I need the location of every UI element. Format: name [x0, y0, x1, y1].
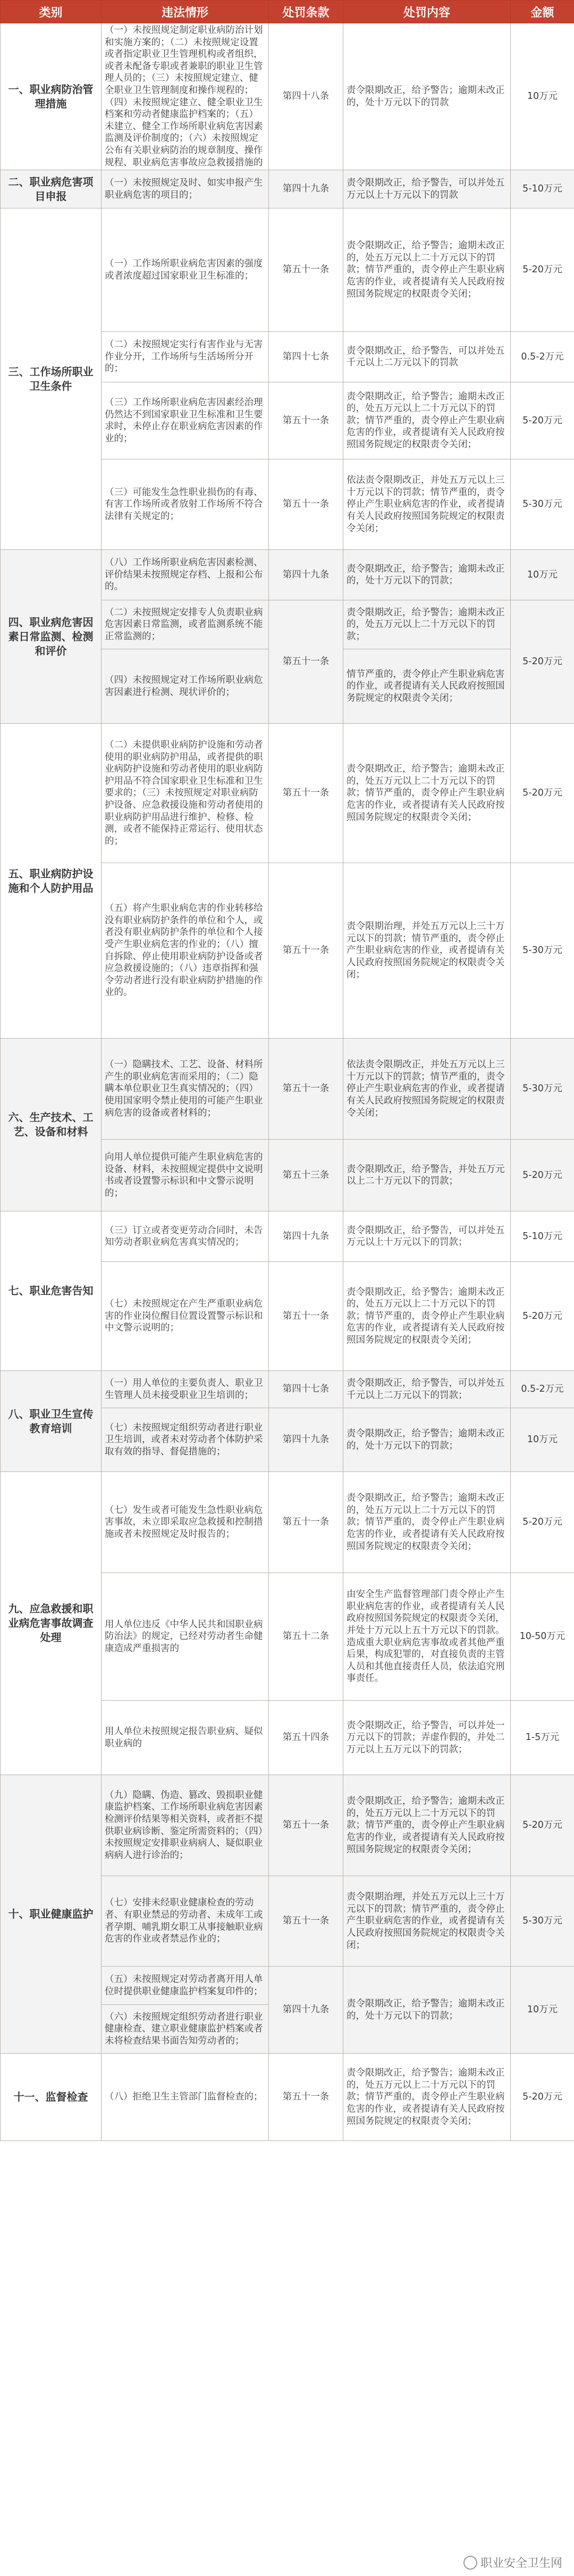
amount-cell: 5-10万元	[511, 1211, 574, 1262]
table-row	[1, 724, 574, 863]
table-row	[1, 1775, 574, 1876]
category-cell: 七、职业危害告知	[1, 1211, 102, 1371]
content-cell: 责令限期改正，给予警告；逾期未改正的，处五万元以上二十万元以下的罚款；情节严重的，责令停止产生职业病危害的作业，或者提请有关人民政府按照国务院规定的权限责令关闭；	[343, 724, 511, 863]
amount-cell: 5-20万元	[511, 2054, 574, 2141]
article-cell: 第五十一条	[269, 208, 343, 332]
violation-cell: （五）将产生职业病危害的作业转移给没有职业病防护条件的单位和个人，或者没有职业病防护条件的单位和个人接受产生职业病危害的作业的；（八）擅自拆除、停止使用职业病防护设备或者应急救援设施的；（八）违章指挥和强令劳动者进行没有职业病防护措施的作业的。	[102, 863, 269, 1039]
content-cell: 责令限期改正，给予警告；逾期未改正的，处五万元以上二十万元以下的罚款；情节严重的，责令停止产生职业病危害的作业，或者提请有关人民政府按照国务院规定的权限责令关闭；	[343, 208, 511, 332]
content-cell: 责令限期治理，并处五万元以上三十万元以下的罚款；情节严重的，责令停止产生职业病危害的作业，或者提请有关人民政府按照国务院规定的权限责令关闭；	[343, 1876, 511, 1967]
article-cell: 第五十一条	[269, 1039, 343, 1140]
violation-cell: （三）可能发生急性职业损伤的有毒、有害工作场所或者放射工作场所不符合法律有关规定的；	[102, 459, 269, 550]
logo-icon	[463, 2556, 477, 2570]
amount-cell: 5-20万元	[511, 208, 574, 332]
category-cell: 九、应急救援和职业病危害事故调查处理	[1, 1472, 102, 1775]
article-cell: 第五十一条	[269, 1775, 343, 1876]
article-cell: 第五十一条	[269, 863, 343, 1039]
content-cell: 责令限期改正，给予警告；逾期未改正的，处五万元以上二十万元以下的罚款；情节严重的，责令停止产生职业病危害的作业，或者提请有关人民政府按照国务院规定的权限责令关闭；	[343, 1775, 511, 1876]
article-cell: 第四十九条	[269, 1408, 343, 1472]
violation-cell: （三）工作场所职业病危害因素经治理仍然达不到国家职业卫生标准和卫生要求时，未停止存在职业病危害因素的作业的；	[102, 382, 269, 459]
header-category: 类别	[1, 1, 102, 23]
category-cell: 三、工作场所职业卫生条件	[1, 208, 102, 550]
category-cell: 二、职业病危害项目申报	[1, 170, 102, 208]
article-cell: 第五十一条	[269, 459, 343, 550]
violation-cell: （四）未按照规定对工作场所职业病危害因素进行检测、现状评价的；	[102, 649, 269, 724]
header-article: 处罚条款	[269, 1, 343, 23]
watermark	[459, 2553, 567, 2572]
article-cell: 第五十一条	[269, 2054, 343, 2141]
violation-cell: 用人单位未按照规定报告职业病、疑似职业病的	[102, 1701, 269, 1775]
content-cell: 依法责令限期改正，并处五万元以上三十万元以下的罚款；情节严重的，责令停止产生职业病危害的作业，或者提请有关人民政府按照国务院规定的权限责令关闭；	[343, 459, 511, 550]
amount-cell: 5-30万元	[511, 459, 574, 550]
article-cell: 第四十七条	[269, 332, 343, 382]
content-cell: 由安全生产监督管理部门责令停止产生职业病危害的作业，或者提请有关人民政府按照国务院规定的权限责令关闭，并处十万元以上五十万元以下的罚款。造成重大职业病危害事故或者其他严重后果，构成犯罪的，对直接负责的主管人员和其他直接责任人员，依法追究刑事责任。	[343, 1573, 511, 1701]
amount-cell: 10万元	[511, 23, 574, 170]
content-cell: 责令限期改正，给予警告；逾期未改正的，处五万元以上二十万元以下的罚款；情节严重的，责令停止产生职业病危害的作业，或者提请有关人民政府按照国务院规定的权限责令关闭；	[343, 1472, 511, 1573]
article-cell: 第四十九条	[269, 550, 343, 600]
violation-cell: （九）隐瞒、伪造、篡改、毁损职业健康监护档案、工作场所职业病危害因素检测评价结果等相关资料，或者拒不提供职业病诊断、鉴定所需资料的；（四）未按照规定安排职业病病人、疑似职业病病人进行诊治的；	[102, 1775, 269, 1876]
category-cell: 八、职业卫生宣传教育培训	[1, 1371, 102, 1472]
amount-cell: 10万元	[511, 550, 574, 600]
amount-cell: 1-5万元	[511, 1701, 574, 1775]
violation-cell: （一）隐瞒技术、工艺、设备、材料所产生的职业病危害而采用的；（二）隐瞒本单位职业卫生真实情况的；（四）使用国家明令禁止使用的可能产生职业病危害的设备或者材料的；	[102, 1039, 269, 1140]
violation-cell: （七）安排未经职业健康检查的劳动者、有职业禁忌的劳动者、未成年工或者孕期、哺乳期女职工从事接触职业病危害的作业或者禁忌作业的；	[102, 1876, 269, 1967]
content-cell: 责令限期改正，给予警告，可以并处一万元以下的罚款；弄虚作假的，并处二万元以上五万元以下的罚款；	[343, 1701, 511, 1775]
amount-cell: 5-10万元	[511, 170, 574, 208]
content-cell: 责令限期改正，给予警告；逾期未改正的，处五万元以上二十万元以下的罚款；情节严重的，责令停止产生职业病危害的作业，或者提请有关人民政府按照国务院规定的权限责令关闭；	[343, 1262, 511, 1371]
violation-cell: （六）未按照规定组织劳动者进行职业健康检查、建立职业健康监护档案或者未将检查结果书面告知劳动者的；	[102, 2005, 269, 2054]
amount-cell: 5-20万元	[511, 1262, 574, 1371]
violation-cell: （二）未按照规定实行有害作业与无害作业分开，工作场所与生活场所分开的；	[102, 332, 269, 382]
violation-cell: （一）用人单位的主要负责人、职业卫生管理人员未接受职业卫生培训的；	[102, 1371, 269, 1408]
content-cell: 责令限期改正，给予警告，可以并处五千元以上二万元以下的罚款；	[343, 1371, 511, 1408]
violation-cell: 用人单位违反《中华人民共和国职业病防治法》的规定，已经对劳动者生命健康造成严重损害的	[102, 1573, 269, 1701]
content-cell: 责令限期治理，并处五万元以上三十万元以下的罚款；情节严重的，责令停止产生职业病危害的作业，或者提请有关人民政府按照国务院规定的权限责令关闭；	[343, 863, 511, 1039]
header-violation: 违法情形	[102, 1, 269, 23]
article-cell: 第四十七条	[269, 1371, 343, 1408]
article-cell: 第四十九条	[269, 1211, 343, 1262]
content-cell: 责令限期改正，给予警告；逾期未改正的，处五万元以上二十万元以下的罚款；情节严重的，责令停止产生职业病危害的作业，或者提请有关人民政府按照国务院规定的权限责令关闭；	[343, 382, 511, 459]
violation-cell: （八）拒绝卫生主管部门监督检查的；	[102, 2054, 269, 2141]
violation-cell: 向用人单位提供可能产生职业病危害的设备、材料，未按照规定提供中文说明书或者设置警示标识和中文警示说明的；	[102, 1140, 269, 1211]
article-cell: 第五十一条	[269, 1262, 343, 1371]
article-cell: 第四十八条	[269, 23, 343, 170]
violation-cell: （二）未按照规定安排专人负责职业病危害因素日常监测，或者监测系统不能正常监测的；	[102, 600, 269, 649]
amount-cell: 10万元	[511, 1967, 574, 2054]
amount-cell: 5-20万元	[511, 1775, 574, 1876]
table-row	[1, 1039, 574, 1140]
violation-cell: （八）工作场所职业病危害因素检测、评价结果未按照规定存档、上报和公布的。	[102, 550, 269, 600]
content-cell: 责令限期改正，给予警告；逾期未改正的，处十万元以下的罚款；	[343, 1408, 511, 1472]
violation-cell: （三）订立或者变更劳动合同时，未告知劳动者职业病危害真实情况的；	[102, 1211, 269, 1262]
content-cell: 责令限期改正，给予警告，并处五万元以上二十万元以下的罚款；	[343, 1140, 511, 1211]
amount-cell: 5-20万元	[511, 600, 574, 724]
violation-cell: （一）未按照规定制定职业病防治计划和实施方案的；（二）未按照规定设置或者指定职业卫生管理机构或者组织，或者未配备专职或者兼职的职业卫生管理人员的；（三）未按照规定建立、健全职业卫生管理制度和操作规程的；（四）未按照规定建立、健全职业卫生档案和劳动者健康监护档案的；（五）未建立、健全工作场所职业病危害因素监测及评价制度的；（六）未按照规定公布有关职业病防治的规章制度、操作规程、职业病危害事故应急救援措施的	[102, 23, 269, 170]
category-cell: 十一、监督检查	[1, 2054, 102, 2141]
content-cell: 责令限期改正，给予警告；逾期未改正的，处十万元以下的罚款	[343, 23, 511, 170]
content-cell: 责令限期改正，给予警告，可以并处五万元以上十万元以下的罚款；	[343, 1211, 511, 1262]
article-cell: 第五十三条	[269, 1140, 343, 1211]
amount-cell: 5-20万元	[511, 1140, 574, 1211]
violation-cell: （五）未按照规定对劳动者离开用人单位时提供职业健康监护档案复印件的；	[102, 1967, 269, 2005]
content-cell: 责令限期改正，给予警告；逾期未改正的，处十万元以下的罚款；	[343, 1967, 511, 2054]
article-cell: 第五十一条	[269, 1876, 343, 1967]
category-cell: 五、职业病防护设施和个人防护用品	[1, 724, 102, 1039]
table-row	[1, 170, 574, 208]
article-cell: 第四十九条	[269, 1967, 343, 2054]
article-cell: 第五十一条	[269, 724, 343, 863]
content-cell: 依法责令限期改正，并处五万元以上三十万元以下的罚款；情节严重的，责令停止产生职业病危害的作业，或者提请有关人民政府按照国务院规定的权限责令关闭；	[343, 1039, 511, 1140]
violation-cell: （二）未提供职业病防护设施和劳动者使用的职业病防护用品，或者提供的职业病防护设施和劳动者使用的职业病防护用品不符合国家职业卫生标准和卫生要求的；（三）未按照规定对职业病防护设备、应急救援设施和劳动者使用的职业病防护用品进行维护、检修、检测，或者不能保持正常运行、使用状态的；	[102, 724, 269, 863]
amount-cell: 5-30万元	[511, 1039, 574, 1140]
table-header-row	[1, 1, 574, 23]
violation-cell: （七）未按照规定组织劳动者进行职业卫生培训，或者未对劳动者个体防护采取有效的指导、督促措施的；	[102, 1408, 269, 1472]
header-content: 处罚内容	[343, 1, 511, 23]
content-cell: 责令限期改正，给予警告；逾期未改正的，处五万元以上二十万元以下的罚款；情节严重的，责令停止产生职业病危害的作业，或者提请有关人民政府按照国务院规定的权限责令关闭；	[343, 2054, 511, 2141]
article-cell: 第五十二条	[269, 1573, 343, 1701]
article-cell: 第五十一条	[269, 600, 343, 724]
content-cell: 情节严重的，责令停止产生职业病危害的作业，或者提请有关人民政府按照国务院规定的权限责令关闭；	[343, 649, 511, 724]
amount-cell: 5-20万元	[511, 724, 574, 863]
table-row	[1, 1211, 574, 1262]
amount-cell: 0.5-2万元	[511, 332, 574, 382]
content-cell: 责令限期改正，给予警告，可以并处五万元以上十万元以下的罚款	[343, 170, 511, 208]
watermark-text: 职业安全卫生网	[480, 2557, 562, 2570]
violation-cell: （七）发生或者可能发生急性职业病危害事故，未立即采取应急救援和控制措施或者未按照规定及时报告的；	[102, 1472, 269, 1573]
table-row	[1, 550, 574, 600]
article-cell: 第五十一条	[269, 1472, 343, 1573]
violation-cell: （一）工作场所职业病危害因素的强度或者浓度超过国家职业卫生标准的；	[102, 208, 269, 332]
amount-cell: 10万元	[511, 1408, 574, 1472]
table-row	[1, 1371, 574, 1408]
table-row	[1, 2054, 574, 2141]
content-cell: 责令限期改正，给予警告；逾期未改正的，处十万元以下的罚款；	[343, 550, 511, 600]
article-cell: 第四十九条	[269, 170, 343, 208]
category-cell: 四、职业病危害因素日常监测、检测和评价	[1, 550, 102, 724]
table-row	[1, 208, 574, 332]
category-cell: 一、职业病防治管理措施	[1, 23, 102, 170]
table-row	[1, 23, 574, 170]
violation-cell: （七）未按照规定在产生严重职业病危害的作业岗位醒目位置设置警示标识和中文警示说明的；	[102, 1262, 269, 1371]
amount-cell: 0.5-2万元	[511, 1371, 574, 1408]
header-amount: 金额	[511, 1, 574, 23]
amount-cell: 5-30万元	[511, 863, 574, 1039]
category-cell: 十、职业健康监护	[1, 1775, 102, 2054]
amount-cell: 5-20万元	[511, 382, 574, 459]
category-cell: 六、生产技术、工艺、设备和材料	[1, 1039, 102, 1211]
content-cell: 责令限期改正，给予警告；逾期未改正的，处五万元以上二十万元以下的罚款；	[343, 600, 511, 649]
article-cell: 第五十四条	[269, 1701, 343, 1775]
violation-cell: （一）未按照规定及时、如实申报产生职业病危害的项目的；	[102, 170, 269, 208]
amount-cell: 10-50万元	[511, 1573, 574, 1701]
amount-cell: 5-20万元	[511, 1472, 574, 1573]
amount-cell: 5-30万元	[511, 1876, 574, 1967]
content-cell: 责令限期改正，给予警告，可以并处五千元以上二万元以下的罚款	[343, 332, 511, 382]
article-cell: 第五十一条	[269, 382, 343, 459]
table-row	[1, 1472, 574, 1573]
